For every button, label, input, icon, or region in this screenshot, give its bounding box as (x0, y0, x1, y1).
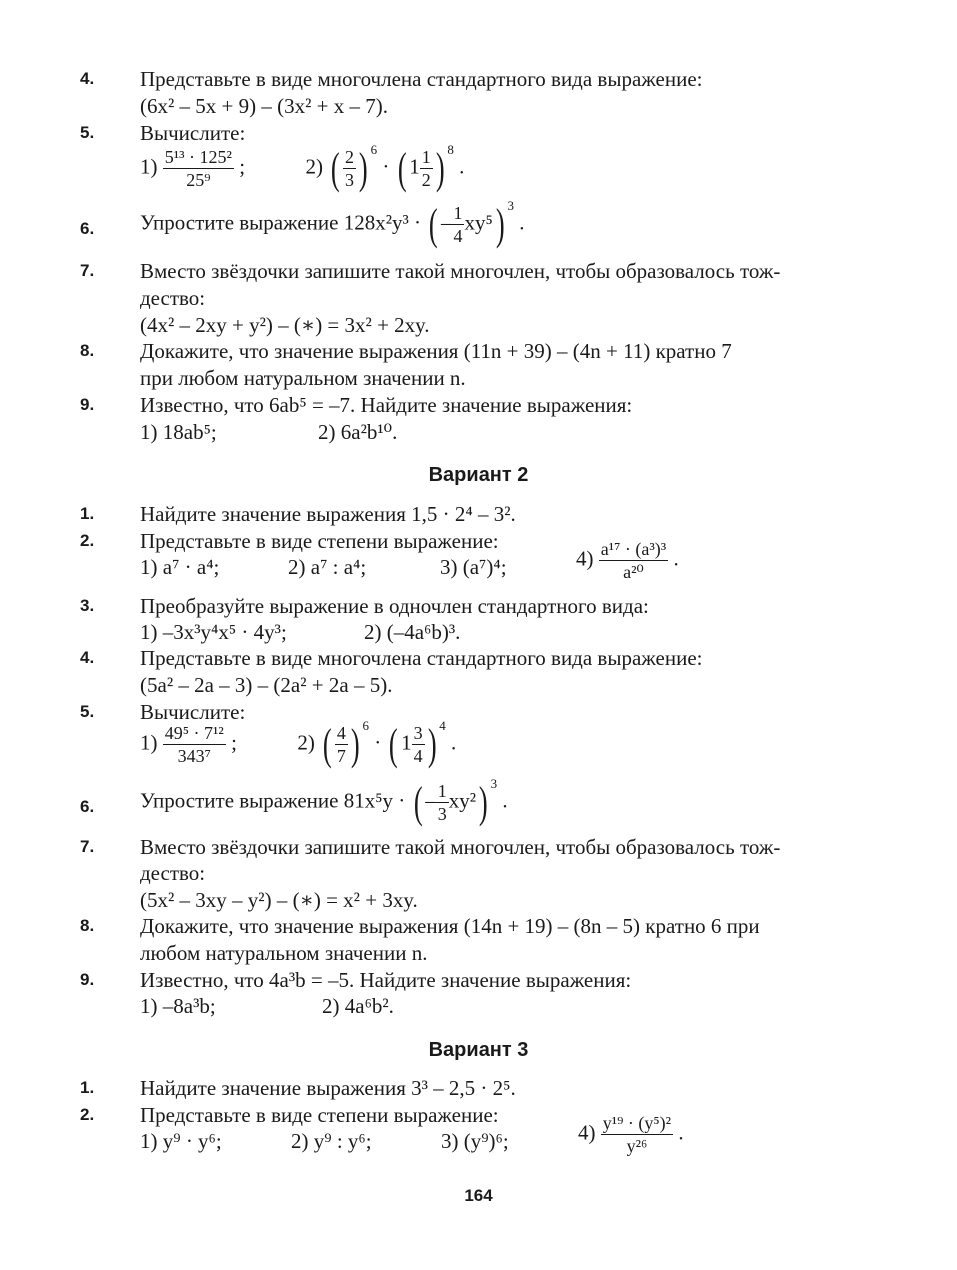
problem-text: Представьте в виде степени выражение: (140, 1103, 499, 1127)
problem-text: Упростите выражение (140, 788, 339, 813)
problem-8-v1-line2 (0, 363, 957, 393)
option-1: 1) 18ab⁵; (140, 420, 217, 444)
problem-expression: (4x² – 2xy + y²) – (∗) = 3x² + 2xy. (140, 313, 430, 337)
left-paren: ( (331, 143, 341, 193)
end-dot: . (519, 210, 525, 235)
dot-operator: · (374, 730, 382, 755)
problem-text: Представьте в виде многочлена стандартного вида выражение: (140, 646, 703, 670)
option-label: 2) (297, 730, 315, 755)
problem-6-v2-expression (140, 776, 508, 827)
option-label: 1) (140, 154, 158, 179)
problem-2-v2-option-4 (576, 538, 679, 583)
problem-text: Вычислите: (140, 121, 246, 145)
sign: – (425, 788, 436, 813)
expression-prefix: 128x²y³ · (343, 210, 422, 235)
problem-4-v2 (0, 643, 957, 673)
problem-number: 8. (80, 916, 95, 935)
problem-5-v1 (0, 118, 957, 148)
exponent: 8 (447, 142, 454, 157)
problem-expression: (6x² – 5x + 9) – (3x² + x – 7). (140, 94, 389, 118)
fraction-denominator: 2 (421, 170, 431, 190)
fraction (420, 146, 433, 191)
left-paren: ( (429, 199, 439, 249)
problem-text: Известно, что 6ab⁵ = –7. Найдите значение выражения: (140, 393, 633, 417)
problem-text: Известно, что 4a³b = –5. Найдите значение выражения: (140, 968, 632, 992)
problem-number: 3. (80, 596, 95, 615)
fraction-numerator: 2 (344, 147, 354, 167)
problem-number: 6. (80, 797, 95, 816)
option-1: 1) y⁹ · y⁶; (140, 1129, 222, 1153)
problem-7-v1 (0, 256, 957, 286)
problem-2-v3-options (0, 1126, 957, 1156)
problem-number: 5. (80, 123, 95, 142)
problem-text: Преобразуйте выражение в одночлен стандартного вида: (140, 594, 649, 618)
option-label: 1) (140, 730, 158, 755)
problem-5-v1-expressions (140, 142, 465, 200)
mixed-integer: 1 (401, 730, 412, 755)
problem-6-v1-expression (140, 198, 525, 249)
fraction-denominator: 3 (344, 170, 354, 190)
problem-number: 2. (80, 1105, 95, 1124)
fraction (451, 202, 464, 247)
fraction-denominator: 343⁷ (177, 746, 211, 766)
expression-suffix: xy² (448, 788, 476, 813)
problem-text: Вычислите: (140, 700, 246, 724)
problem-number: 1. (80, 504, 95, 523)
fraction (436, 780, 449, 825)
fraction-numerator: a¹⁷ · (a³)³ (600, 539, 667, 559)
option-2: 2) 4a⁶b². (322, 994, 394, 1018)
right-paren: ) (478, 777, 488, 827)
problem-2-v2-options (0, 552, 957, 582)
fraction-denominator: 3 (437, 804, 447, 824)
problem-4-v2-expr (0, 670, 957, 700)
fraction-numerator: 1 (453, 203, 463, 223)
option-2: 2) 6a²b¹⁰. (318, 420, 398, 444)
fraction (412, 722, 425, 767)
end-dot: . (459, 154, 465, 179)
problem-2-v3-option-4 (578, 1112, 684, 1157)
expression-suffix: xy⁵ (464, 210, 493, 235)
fraction (343, 146, 356, 191)
sign: – (440, 210, 452, 235)
problem-8-v2-line2 (0, 938, 957, 968)
problem-text: Найдите значение выражения 3³ – 2,5 · 2⁵. (140, 1076, 516, 1100)
option-2: 2) y⁹ : y⁶; (291, 1129, 372, 1153)
problem-number: 6. (80, 219, 95, 238)
problem-7-v2-line2 (0, 858, 957, 888)
problem-number: 1. (80, 1078, 95, 1097)
problem-9-v1-options (0, 417, 957, 447)
problem-text: Вместо звёздочки запишите такой многочлен, чтобы образовалось тож- (140, 835, 781, 859)
problem-number: 8. (80, 341, 95, 360)
fraction-denominator: 25⁹ (186, 170, 211, 190)
left-paren: ( (389, 719, 399, 769)
exponent: 6 (362, 718, 369, 733)
problem-text: Вместо звёздочки запишите такой многочлен, чтобы образовалось тож- (140, 259, 781, 283)
problem-number: 4. (80, 648, 95, 667)
option-1: 1) –3x³y⁴x⁵ · 4y³; (140, 620, 287, 644)
option-3: 3) (y⁹)⁶; (441, 1129, 509, 1153)
problem-text: Докажите, что значение выражения (11n + 39) – (4n + 11) кратно 7 (140, 339, 732, 363)
problem-number: 7. (80, 837, 95, 856)
right-paren: ) (350, 719, 360, 769)
fraction-numerator: 49⁵ · 7¹² (164, 723, 224, 743)
problem-text: любом натуральном значении n. (140, 941, 428, 965)
problem-text: Докажите, что значение выражения (14n + 19) – (8n – 5) кратно 6 при (140, 914, 760, 938)
fraction (163, 146, 234, 191)
option-3: 3) (a⁷)⁴; (440, 555, 507, 579)
problem-7-v1-line2 (0, 283, 957, 313)
dot-operator: · (382, 154, 390, 179)
end-dot: . (678, 1120, 684, 1145)
exponent: 6 (370, 142, 378, 157)
option-2: 2) (–4a⁶b)³. (364, 620, 461, 644)
fraction-numerator: 1 (437, 781, 447, 801)
option-2: 2) a⁷ : a⁴; (288, 555, 367, 579)
problem-text: Представьте в виде многочлена стандартного вида выражение: (140, 67, 703, 91)
fraction (601, 1112, 673, 1157)
problem-text: при любом натуральном значении n. (140, 366, 466, 390)
end-dot: . (673, 546, 679, 571)
problem-9-v2-options (0, 991, 957, 1021)
end-dot: . (451, 730, 457, 755)
fraction-denominator: a²⁰ (623, 562, 644, 582)
exponent: 3 (507, 198, 514, 213)
fraction (599, 538, 668, 583)
page-number: 164 (464, 1186, 493, 1205)
exponent: 3 (490, 776, 498, 791)
fraction-numerator: 4 (336, 723, 346, 743)
option-label: 4) (576, 546, 594, 571)
fraction-denominator: y²⁶ (626, 1136, 648, 1156)
problem-8-v1 (0, 336, 957, 366)
problem-text: Представьте в виде степени выражение: (140, 529, 499, 553)
problem-number: 4. (80, 69, 95, 88)
mixed-integer: 1 (409, 154, 420, 179)
exponent: 4 (439, 718, 446, 733)
problem-text: Упростите выражение (140, 210, 339, 235)
problem-number: 5. (80, 702, 95, 721)
problem-1-v2 (0, 499, 957, 529)
end-dot: . (502, 788, 508, 813)
problem-expression: (5x² – 3xy – y²) – (∗) = x² + 3xy. (140, 888, 418, 912)
problem-4-v1-expr (0, 91, 957, 121)
problem-5-v2-expressions (140, 718, 457, 769)
right-paren: ) (495, 199, 505, 249)
fraction-numerator: 1 (421, 147, 431, 167)
right-paren: ) (358, 143, 368, 193)
problem-number: 9. (80, 395, 95, 414)
problem-text: Найдите значение выражения 1,5 · 2⁴ – 3². (140, 502, 516, 526)
problem-text: дество: (140, 861, 206, 885)
variant-3-heading: Вариант 3 (428, 1039, 529, 1061)
fraction-denominator: 4 (453, 226, 463, 246)
fraction (335, 722, 348, 767)
problem-4-v1 (0, 64, 957, 94)
option-label: 4) (578, 1120, 596, 1145)
right-paren: ) (427, 719, 437, 769)
problem-1-v3 (0, 1073, 957, 1103)
right-paren: ) (435, 143, 445, 193)
separator: ; (231, 730, 237, 755)
left-paren: ( (397, 143, 407, 193)
left-paren: ( (413, 777, 423, 827)
fraction-numerator: 5¹³ · 125² (164, 147, 232, 167)
fraction-denominator: 7 (336, 746, 346, 766)
problem-text: дество: (140, 286, 206, 310)
problem-number: 7. (80, 261, 95, 280)
fraction-denominator: 4 (413, 746, 423, 766)
separator: ; (239, 154, 246, 179)
fraction-numerator: y¹⁹ · (y⁵)² (602, 1113, 672, 1133)
problem-expression: (5a² – 2a – 3) – (2a² + 2a – 5). (140, 673, 393, 697)
option-label: 2) (305, 154, 324, 179)
problem-number: 9. (80, 970, 95, 989)
fraction (163, 722, 226, 767)
problem-number: 2. (80, 531, 95, 550)
problem-8-v2 (0, 911, 957, 941)
fraction-numerator: 3 (413, 723, 423, 743)
problem-9-v1 (0, 390, 957, 420)
option-1: 1) –8a³b; (140, 994, 216, 1018)
option-1: 1) a⁷ · a⁴; (140, 555, 220, 579)
left-paren: ( (323, 719, 332, 769)
variant-2-heading: Вариант 2 (428, 464, 529, 486)
expression-prefix: 81x⁵y · (343, 788, 406, 813)
